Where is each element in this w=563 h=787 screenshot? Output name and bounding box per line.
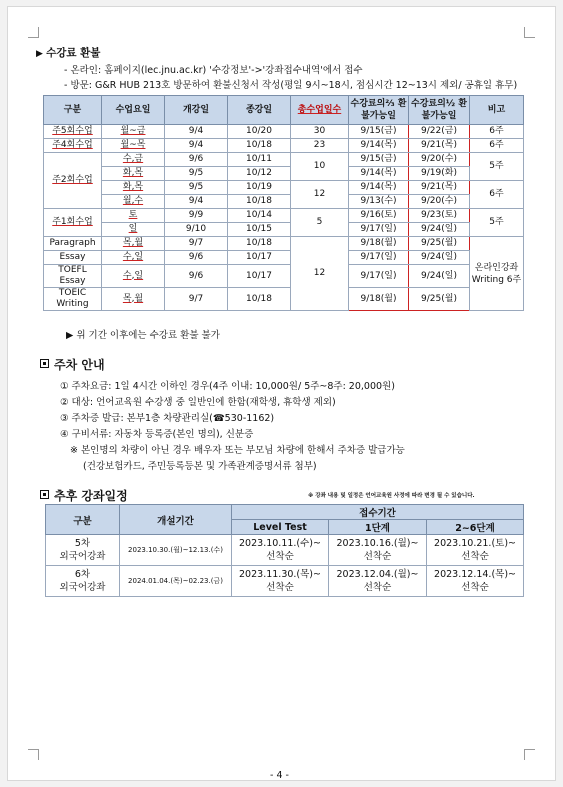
- days-cell: 월~금: [102, 125, 165, 139]
- table-row: [44, 209, 524, 223]
- parking-item: ④ 구비서류: 자동차 등록증(본인 명의), 신분증: [60, 429, 254, 440]
- end-cell: 10/20: [228, 125, 291, 139]
- refund23-cell: 9/14(목): [349, 181, 409, 195]
- refund23-cell: 9/13(수): [349, 195, 409, 209]
- table-row: [46, 535, 524, 566]
- refund12-cell: 9/24(일): [409, 265, 470, 288]
- start-cell: 9/4: [165, 125, 228, 139]
- refund23-cell: 9/15(금): [349, 153, 409, 167]
- parking-title: 주차 안내: [40, 356, 105, 373]
- end-cell: 10/18: [228, 288, 291, 311]
- crop-mark: [524, 749, 535, 760]
- table-row: [44, 288, 524, 311]
- sessions-cell: 12: [291, 237, 349, 311]
- end-cell: 10/17: [228, 251, 291, 265]
- course-cell: 주1회수업: [44, 209, 102, 237]
- refund12-cell: 9/20(수): [409, 195, 470, 209]
- table-row: [44, 167, 524, 181]
- col-header: 2~6단계: [427, 520, 524, 535]
- table-row: [44, 139, 524, 153]
- table-row: [44, 125, 524, 139]
- parking-item: ① 주차요금: 1일 4시간 이하인 경우(4주 이내: 10,000원/ 5주~8주: 20,000원): [60, 381, 395, 392]
- start-cell: 9/6: [165, 153, 228, 167]
- crop-mark: [28, 27, 39, 38]
- parking-note-docs: (건강보험카드, 주민등록등본 및 가족관계증명서류 첨부): [83, 461, 317, 472]
- note-cell: 6주: [470, 181, 524, 209]
- course-cell: 주2회수업: [44, 153, 102, 209]
- schedule-table: [45, 504, 524, 597]
- schedule-header: [46, 505, 524, 520]
- col-header: 개설기간: [120, 505, 232, 535]
- end-cell: 10/15: [228, 223, 291, 237]
- refund23-cell: 9/17(일): [349, 265, 409, 288]
- col-header: 개강일: [165, 96, 228, 125]
- start-cell: 9/6: [165, 265, 228, 288]
- table-row: [44, 251, 524, 265]
- parking-item: ③ 주차증 발급: 본부1층 차량관리실(☎530-1162): [60, 413, 275, 424]
- days-cell: 수,금: [102, 153, 165, 167]
- days-cell: 화,목: [102, 181, 165, 195]
- course-cell: Paragraph: [44, 237, 102, 251]
- schedule-notice: ※ 강좌 내용 및 일정은 언어교육원 사정에 따라 변경 될 수 있습니다.: [308, 493, 475, 499]
- end-cell: 10/17: [228, 265, 291, 288]
- level-cell: 2023.10.11.(수)~ 선착순: [232, 535, 329, 566]
- col-header: 구분: [44, 96, 102, 125]
- end-cell: 10/12: [228, 167, 291, 181]
- col-header: 접수기간: [232, 505, 524, 520]
- note-cell: 온라인강좌 Writing 6주: [470, 237, 524, 311]
- days-cell: 수,일: [102, 265, 165, 288]
- table-row: [44, 195, 524, 209]
- end-cell: 10/14: [228, 209, 291, 223]
- col-header: Level Test: [232, 520, 329, 535]
- parking-item: ② 대상: 언어교육원 수강생 중 일반인에 한함(재학생, 휴학생 제외): [60, 397, 336, 408]
- days-cell: 월,수: [102, 195, 165, 209]
- refund-deadline-note: ▶ 위 기간 이후에는 수강료 환불 불가: [66, 330, 220, 341]
- refund-table: [43, 95, 524, 311]
- col-header: 수업요일: [102, 96, 165, 125]
- course-cell: 주5회수업: [44, 125, 102, 139]
- start-cell: 9/4: [165, 139, 228, 153]
- refund23-cell: 9/17(일): [349, 251, 409, 265]
- sessions-cell: 10: [291, 153, 349, 181]
- square-bullet-icon: [40, 359, 49, 368]
- end-cell: 10/18: [228, 139, 291, 153]
- note-cell: 6주: [470, 139, 524, 153]
- refund12-cell: 9/25(월): [409, 288, 470, 311]
- sessions-cell: 5: [291, 209, 349, 237]
- refund23-cell: 9/15(금): [349, 125, 409, 139]
- period-cell: 2024.01.04.(목)~02.23.(금): [120, 566, 232, 597]
- schedule-title: 추후 강좌일정: [40, 487, 128, 504]
- start-cell: 9/10: [165, 223, 228, 237]
- refund-online-bullet: - 온라인: 홈페이지(lec.jnu.ac.kr) '수강정보'->'강좌접수내역'에서 접수: [64, 65, 363, 76]
- term-cell: 6차 외국어강좌: [46, 566, 120, 597]
- parking-note: ※ 본인명의 차량이 아닌 경우 배우자 또는 부모님 차량에 한해서 주차증 발급가능: [70, 445, 405, 456]
- table-row: [44, 223, 524, 237]
- start-cell: 9/4: [165, 195, 228, 209]
- table-row: [44, 153, 524, 167]
- col-header: 1단계: [329, 520, 427, 535]
- note-cell: 5주: [470, 153, 524, 181]
- note-cell: 6주: [470, 125, 524, 139]
- document-page: [7, 6, 556, 781]
- step26-cell: 2023.12.14.(목)~ 선착순: [427, 566, 524, 597]
- table-row: [44, 237, 524, 251]
- refund12-cell: 9/21(목): [409, 181, 470, 195]
- refund12-cell: 9/23(토): [409, 209, 470, 223]
- fee-refund-title: ▶ 수강료 환불: [36, 47, 101, 59]
- step1-cell: 2023.10.16.(월)~ 선착순: [329, 535, 427, 566]
- days-cell: 월~목: [102, 139, 165, 153]
- refund-visit-bullet: - 방문: G&R HUB 213호 방문하여 환불신청서 작성(평일 9시~18시, 점심시간 12~13시 제외/ 공휴일 휴무): [64, 80, 518, 91]
- sessions-cell: 30: [291, 125, 349, 139]
- step26-cell: 2023.10.21.(토)~ 선착순: [427, 535, 524, 566]
- end-cell: 10/19: [228, 181, 291, 195]
- days-cell: 일: [102, 223, 165, 237]
- period-cell: 2023.10.30.(월)~12.13.(수): [120, 535, 232, 566]
- refund23-cell: 9/14(목): [349, 139, 409, 153]
- refund-table-header: [44, 96, 524, 125]
- days-cell: 목,월: [102, 288, 165, 311]
- col-header: 구분: [46, 505, 120, 535]
- term-cell: 5차 외국어강좌: [46, 535, 120, 566]
- col-header: 총수업일수: [291, 96, 349, 125]
- course-cell: TOEFL Essay: [44, 265, 102, 288]
- refund12-cell: 9/20(수): [409, 153, 470, 167]
- level-cell: 2023.11.30.(목)~ 선착순: [232, 566, 329, 597]
- table-row: [44, 265, 524, 288]
- days-cell: 수,일: [102, 251, 165, 265]
- crop-mark: [28, 749, 39, 760]
- refund12-cell: 9/22(금): [409, 125, 470, 139]
- start-cell: 9/5: [165, 181, 228, 195]
- note-cell: 5주: [470, 209, 524, 237]
- course-cell: 주4회수업: [44, 139, 102, 153]
- refund23-cell: 9/14(목): [349, 167, 409, 181]
- start-cell: 9/6: [165, 251, 228, 265]
- refund12-cell: 9/25(월): [409, 237, 470, 251]
- col-header: 수강료의½ 환불가능일: [409, 96, 470, 125]
- step1-cell: 2023.12.04.(월)~ 선착순: [329, 566, 427, 597]
- end-cell: 10/18: [228, 237, 291, 251]
- end-cell: 10/18: [228, 195, 291, 209]
- start-cell: 9/7: [165, 237, 228, 251]
- refund12-cell: 9/24(일): [409, 223, 470, 237]
- course-cell: TOEIC Writing: [44, 288, 102, 311]
- square-bullet-icon: [40, 490, 49, 499]
- course-cell: Essay: [44, 251, 102, 265]
- crop-mark: [524, 27, 535, 38]
- refund12-cell: 9/24(일): [409, 251, 470, 265]
- refund23-cell: 9/18(월): [349, 288, 409, 311]
- start-cell: 9/5: [165, 167, 228, 181]
- start-cell: 9/9: [165, 209, 228, 223]
- table-row: [46, 566, 524, 597]
- sessions-cell: 12: [291, 181, 349, 209]
- triangle-bullet-icon: ▶: [36, 49, 47, 59]
- col-header: 비고: [470, 96, 524, 125]
- days-cell: 목,월: [102, 237, 165, 251]
- page-number: - 4 -: [270, 770, 289, 781]
- refund23-cell: 9/18(월): [349, 237, 409, 251]
- refund12-cell: 9/21(목): [409, 139, 470, 153]
- days-cell: 화,목: [102, 167, 165, 181]
- end-cell: 10/11: [228, 153, 291, 167]
- start-cell: 9/7: [165, 288, 228, 311]
- col-header: 종강일: [228, 96, 291, 125]
- refund12-cell: 9/19(화): [409, 167, 470, 181]
- col-header: 수강료의⅔ 환불가능일: [349, 96, 409, 125]
- refund23-cell: 9/17(일): [349, 223, 409, 237]
- days-cell: 토: [102, 209, 165, 223]
- sessions-cell: 23: [291, 139, 349, 153]
- refund23-cell: 9/16(토): [349, 209, 409, 223]
- table-row: [44, 181, 524, 195]
